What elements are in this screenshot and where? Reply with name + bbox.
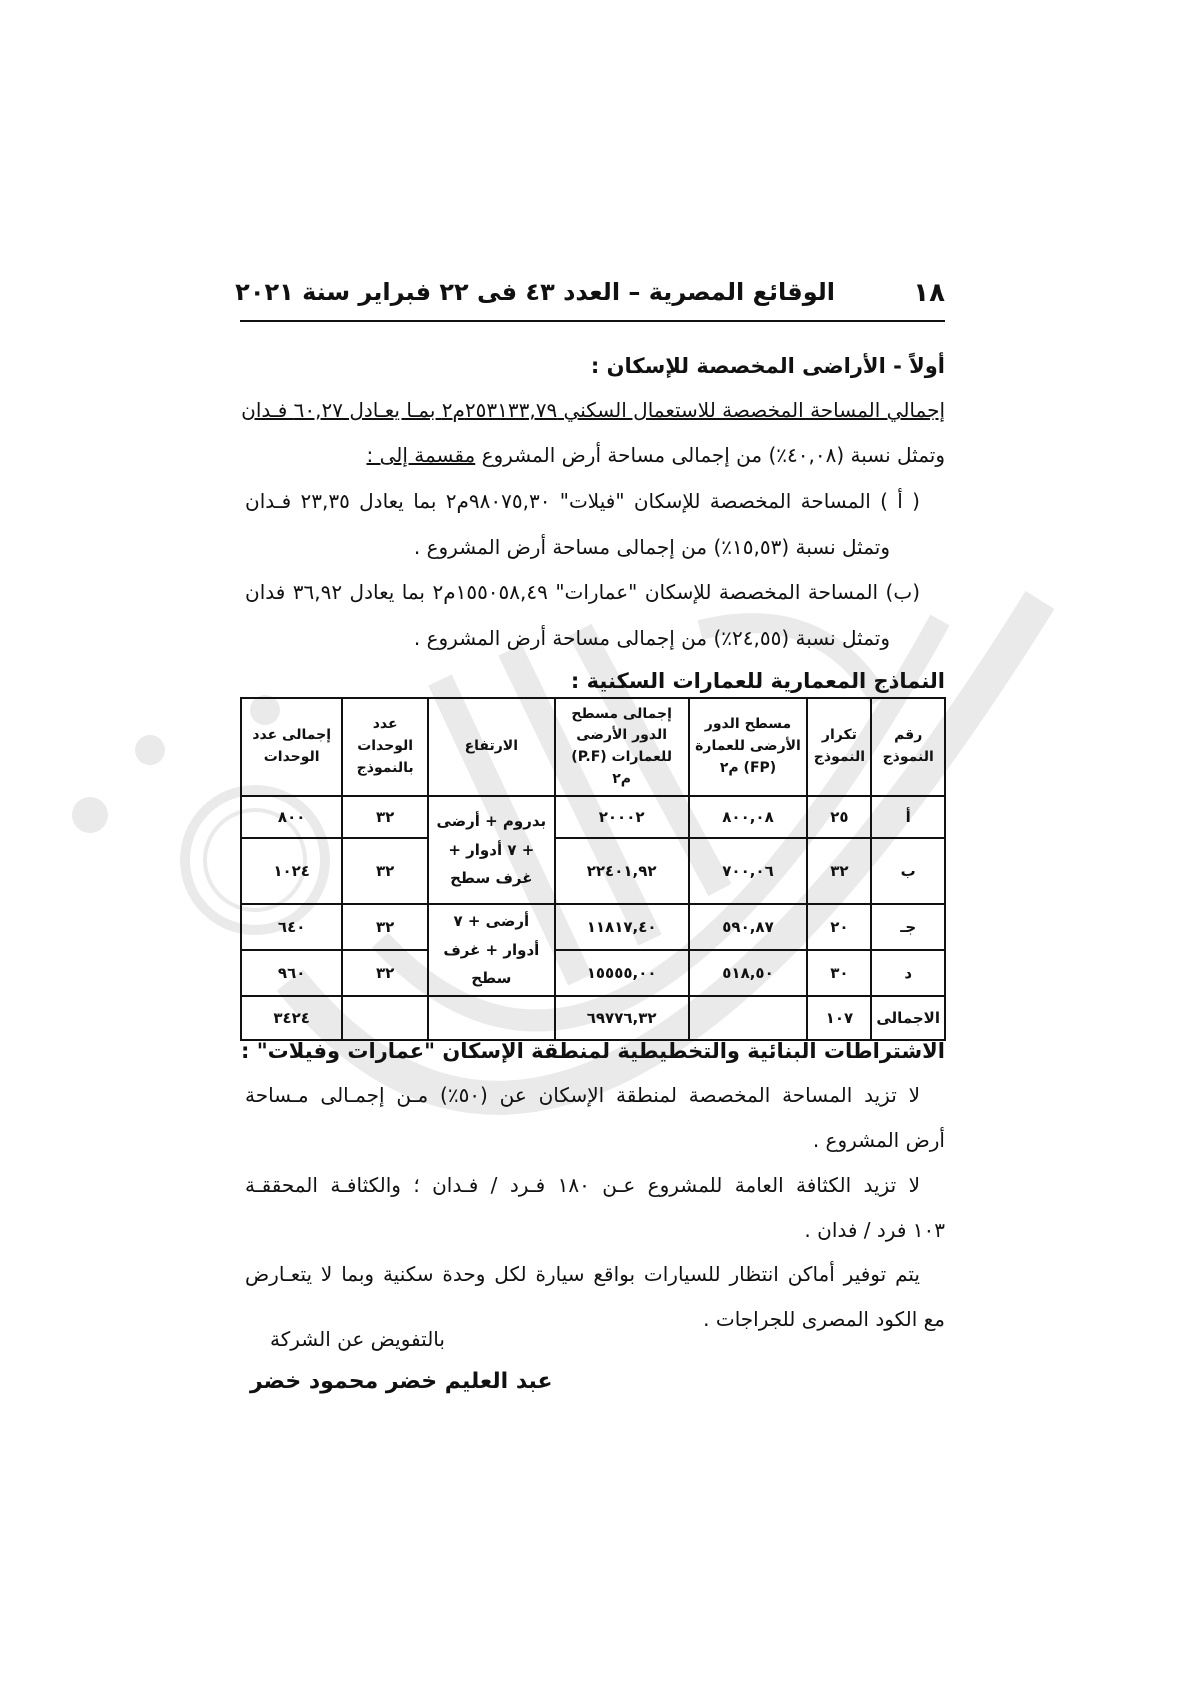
header-repeat: تكرار النموذج <box>807 698 871 796</box>
section-heading-building-conditions: الاشتراطات البنائية والتخطيطية لمنطقة الإسكان "عمارات وفيلات" : <box>241 1039 945 1063</box>
page-header <box>235 270 945 322</box>
cell-pf: ١٥٥٥٥,٠٠ <box>555 950 689 996</box>
cell-total-label: الاجمالى <box>871 996 945 1040</box>
header-model-no: رقم النموذج <box>871 698 945 796</box>
table-row <box>241 796 945 838</box>
cell-total-units: ٣٤٢٤ <box>241 996 342 1040</box>
cell-fp: ٧٠٠,٠٦ <box>689 838 808 904</box>
cell-model: د <box>871 950 945 996</box>
total-area-line-1: إجمالي المساحة المخصصة للاستعمال السكني ٢٥٣١٣٣,٧٩م٢ بمـا يعـادل ٦٠,٢٧ فـدان <box>241 398 945 422</box>
cell-empty <box>689 996 808 1040</box>
cell-total: ٩٦٠ <box>241 950 342 996</box>
condition-2-line-2: ١٠٣ فرد / فدان . <box>804 1218 945 1242</box>
signature-name: عبد العليم خضر محمود خضر <box>250 1369 553 1394</box>
cell-pf: ٢٢٤٠١,٩٢ <box>555 838 689 904</box>
section-heading-housing-land: أولاً - الأراضى المخصصة للإسكان : <box>590 354 945 378</box>
cell-units: ٣٢ <box>342 796 428 838</box>
condition-2-line-1: لا تزيد الكثافة العامة للمشروع عـن ١٨٠ فـرد / فـدان ؛ والكثافـة المحققـة <box>245 1173 921 1197</box>
condition-3-line-2: مع الكود المصرى للجراجات . <box>703 1307 945 1331</box>
header-height: الارتفاع <box>428 698 555 796</box>
table-header-row <box>241 698 945 796</box>
page-number: ١٨ <box>913 278 945 308</box>
cell-pf: ٢٠٠٠٢ <box>555 796 689 838</box>
cell-height-ab: بدروم + أرضى + ٧ أدوار + غرف سطح <box>428 796 555 904</box>
header-pf: إجمالى مسطح الدور الأرضى للعمارات (P.F) م٢ <box>555 698 689 796</box>
cell-total-pf: ٦٩٧٧٦,٣٢ <box>555 996 689 1040</box>
cell-repeat: ٣٢ <box>807 838 871 904</box>
condition-1-line-1: لا تزيد المساحة المخصصة لمنطقة الإسكان عن (٥٠٪) مـن إجمـالى مـساحة <box>245 1083 920 1107</box>
signature-label: بالتفويض عن الشركة <box>270 1327 445 1351</box>
buildings-area-line-1: (ب) المساحة المخصصة للإسكان "عمارات" ١٥٥٠٥٨,٤٩م٢ بما يعادل ٣٦,٩٢ فدان <box>245 580 920 604</box>
header-fp: مسطح الدور الأرضى للعمارة (FP) م٢ <box>689 698 808 796</box>
cell-fp: ٥١٨,٥٠ <box>689 950 808 996</box>
cell-model: أ <box>871 796 945 838</box>
cell-model: ب <box>871 838 945 904</box>
cell-total-repeat: ١٠٧ <box>807 996 871 1040</box>
cell-pf: ١١٨١٧,٤٠ <box>555 904 689 950</box>
condition-3-line-1: يتم توفير أماكن انتظار للسيارات بواقع سيارة لكل وحدة سكنية وبما لا يتعـارض <box>245 1262 920 1286</box>
cell-model: جـ <box>871 904 945 950</box>
divided-into: مقسمة إلى : <box>366 443 476 467</box>
header-total-units: إجمالى عدد الوحدات <box>241 698 342 796</box>
gazette-title: الوقائع المصرية – العدد ٤٣ فى ٢٢ فبراير سنة ٢٠٢١ <box>235 278 835 306</box>
cell-fp: ٥٩٠,٨٧ <box>689 904 808 950</box>
total-area-percentage: وتمثل نسبة (٤٠,٠٨٪) من إجمالى مساحة أرض المشروع <box>475 443 945 467</box>
cell-total: ٨٠٠ <box>241 796 342 838</box>
table-total-row <box>241 996 945 1040</box>
table-row <box>241 838 945 904</box>
villas-area-line-1: ( أ ) المساحة المخصصة للإسكان "فيلات" ٩٨٠٧٥,٣٠م٢ بما يعادل ٢٣,٣٥ فـدان <box>245 489 920 513</box>
buildings-area-line-2: وتمثل نسبة (٢٤,٥٥٪) من إجمالى مساحة أرض المشروع . <box>413 626 890 650</box>
table-row <box>241 904 945 950</box>
cell-repeat: ٢٠ <box>807 904 871 950</box>
table-row <box>241 950 945 996</box>
cell-total: ١٠٢٤ <box>241 838 342 904</box>
cell-units: ٣٢ <box>342 904 428 950</box>
header-units-per-model: عدد الوحدات بالنموذج <box>342 698 428 796</box>
architectural-models-table <box>240 697 946 1041</box>
cell-repeat: ٢٥ <box>807 796 871 838</box>
cell-empty <box>342 996 428 1040</box>
cell-height-cd: أرضى + ٧ أدوار + غرف سطح <box>428 904 555 996</box>
condition-1-line-2: أرض المشروع . <box>812 1128 945 1152</box>
cell-repeat: ٣٠ <box>807 950 871 996</box>
models-heading: النماذج المعمارية للعمارات السكنية : <box>570 669 945 693</box>
total-area-line-2 <box>245 443 945 467</box>
cell-units: ٣٢ <box>342 950 428 996</box>
cell-total: ٦٤٠ <box>241 904 342 950</box>
cell-units: ٣٢ <box>342 838 428 904</box>
cell-fp: ٨٠٠,٠٨ <box>689 796 808 838</box>
villas-area-line-2: وتمثل نسبة (١٥,٥٣٪) من إجمالى مساحة أرض المشروع . <box>413 535 890 559</box>
cell-empty <box>428 996 555 1040</box>
